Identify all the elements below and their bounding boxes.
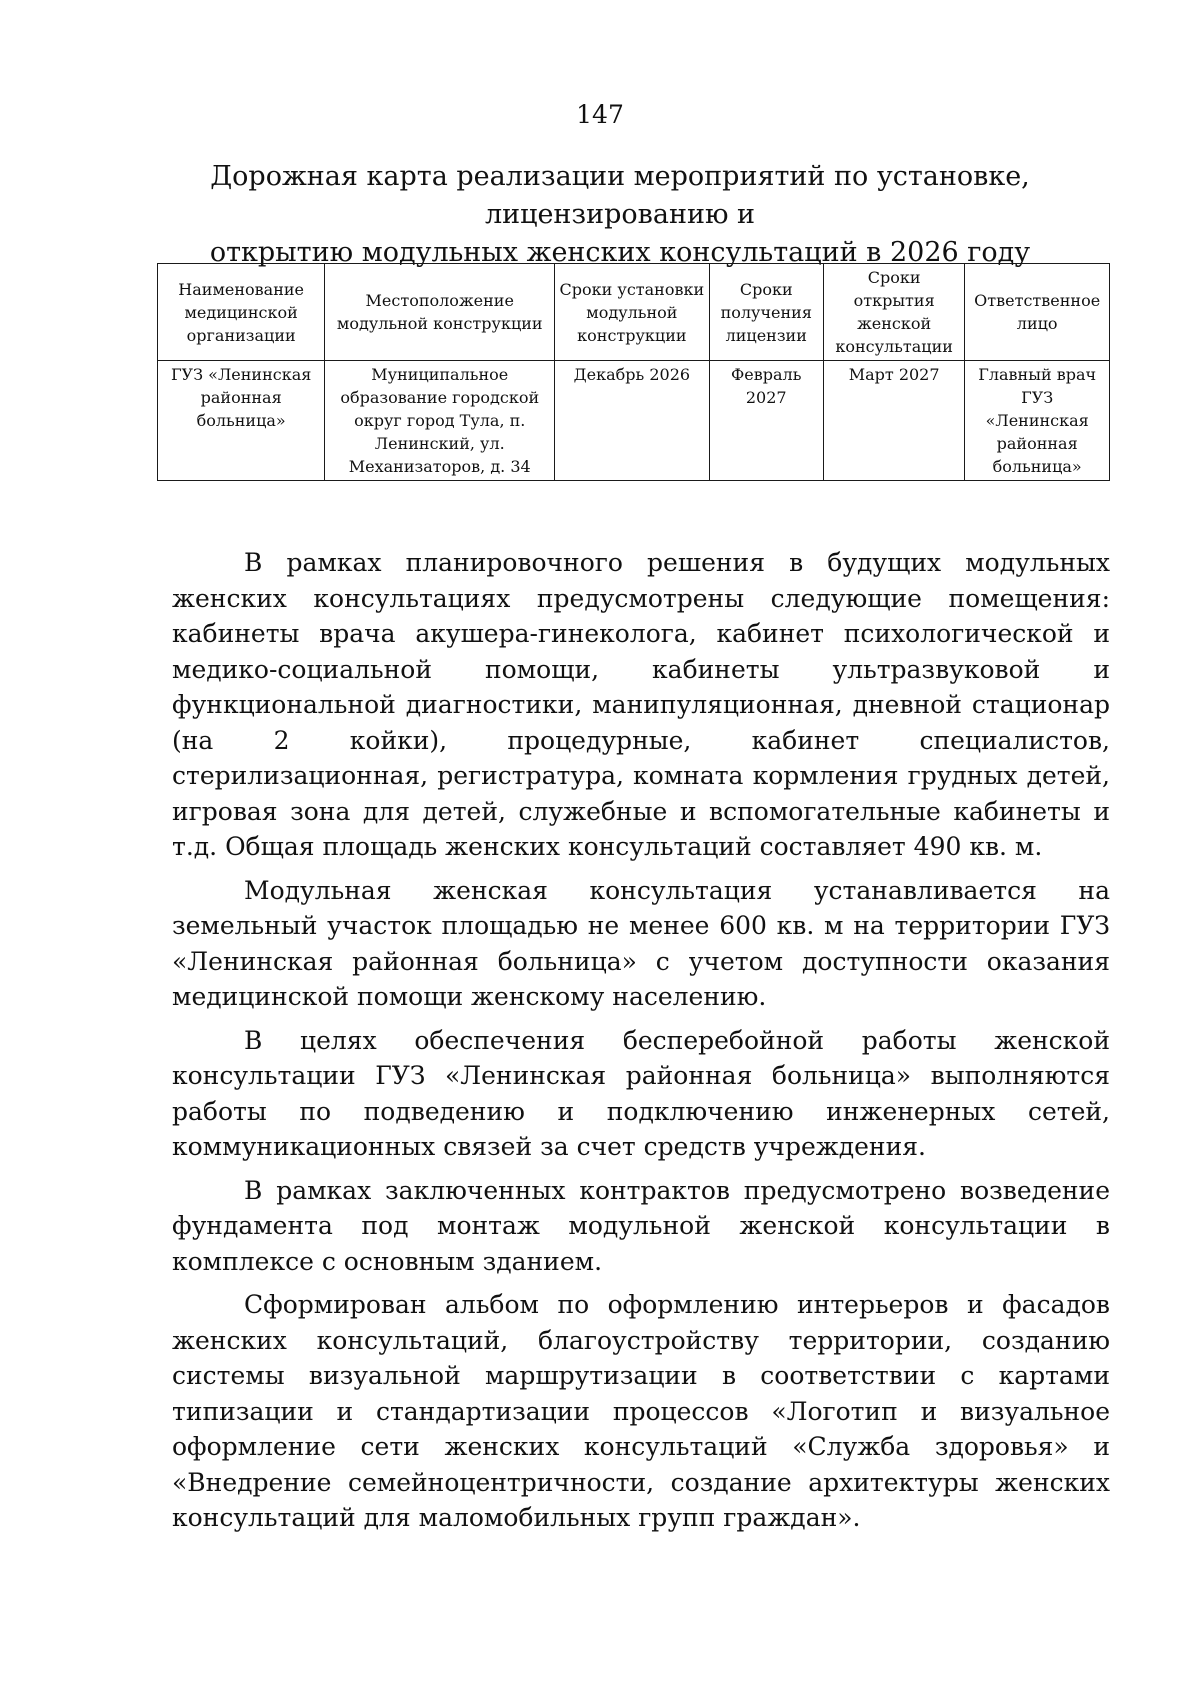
column-header: Сроки открытия женской консультации bbox=[823, 264, 964, 361]
table-cell-license-date: Февраль 2027 bbox=[709, 361, 823, 481]
page-number: 147 bbox=[576, 100, 624, 129]
column-header: Сроки установки модульной конструкции bbox=[555, 264, 709, 361]
column-header: Местоположение модульной конструкции bbox=[325, 264, 555, 361]
paragraph: В рамках планировочного решения в будущих модульных женских консультациях предусмотрены следующие помещения: кабинеты врача акушера-гинеколога, кабинет психологической и медико-социальной помощи, кабинеты ультразвуковой и функциональной диагностики, манипуляционная, дневной стационар (на 2 койки), процедурные, кабинет специалистов, стерилизационная, регистратура, комната кормления грудных детей, игровая зона для детей, служебные и вспомогательные кабинеты и т.д. Общая площадь женских консультаций составляет 490 кв. м. bbox=[172, 548, 1110, 861]
table-cell-location: Муниципальное образование городской округ город Тула, п. Ленинский, ул. Механизаторов, д. 34 bbox=[325, 361, 555, 481]
paragraph: Модульная женская консультация устанавливается на земельный участок площадью не менее 600 кв. м на территории ГУЗ «Ленинская районная больница» с учетом доступности оказания медицинской помощи женскому населению. bbox=[172, 875, 1110, 1011]
column-header: Сроки получения лицензии bbox=[709, 264, 823, 361]
body-text bbox=[172, 545, 1110, 1544]
page-title bbox=[130, 158, 1110, 272]
column-header: Ответственное лицо bbox=[965, 264, 1110, 361]
table-cell-opening-date: Март 2027 bbox=[823, 361, 964, 481]
roadmap-table bbox=[157, 263, 1110, 481]
title-line: открытию модульных женских консультаций в 2026 году bbox=[209, 237, 1031, 268]
paragraph: Сформирован альбом по оформлению интерьеров и фасадов женских консультаций, благоустройству территории, созданию системы визуальной маршрутизации в соответствии с картами типизации и стандартизации процессов «Логотип и визуальное оформление сети женских консультаций «Служба здоровья» и «Внедрение семейноцентричности, создание архитектуры женских консультаций для маломобильных групп граждан». bbox=[172, 1290, 1110, 1532]
paragraph: В рамках заключенных контрактов предусмотрено возведение фундамента под монтаж модульной женской консультации в комплексе с основным зданием. bbox=[172, 1175, 1110, 1276]
table-row bbox=[158, 361, 1110, 481]
table-cell-installation-date: Декабрь 2026 bbox=[555, 361, 709, 481]
paragraph: В целях обеспечения бесперебойной работы женской консультации ГУЗ «Ленинская районная больница» выполняются работы по подведению и подключению инженерных сетей, коммуникационных связей за счет средств учреждения. bbox=[172, 1025, 1110, 1161]
column-header: Наименование медицинской организации bbox=[158, 264, 325, 361]
table-header-row bbox=[158, 264, 1110, 361]
table-cell-responsible: Главный врач ГУЗ «Ленинская районная больница» bbox=[965, 361, 1110, 481]
table-cell-organization: ГУЗ «Ленинская районная больница» bbox=[158, 361, 325, 481]
title-line: Дорожная карта реализации мероприятий по установке, лицензированию и bbox=[210, 161, 1030, 230]
